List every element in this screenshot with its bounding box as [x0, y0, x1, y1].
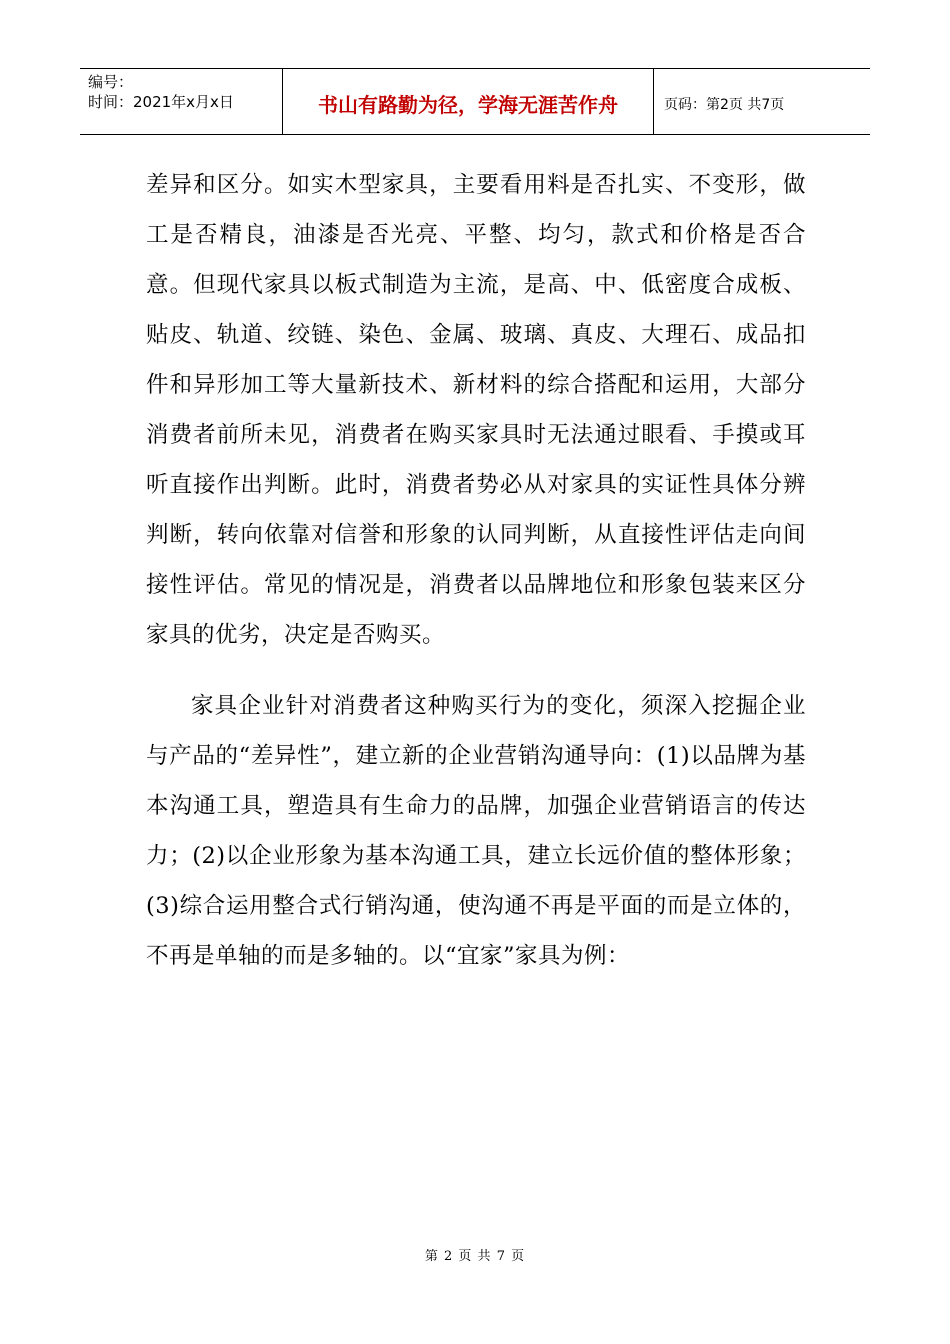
body-paragraph-1: 差异和区分。如实木型家具，主要看用料是否扎实、不变形，做工是否精良，油漆是否光亮、平整、均匀，款式和价格是否合意。但现代家具以板式制造为主流，是高、中、低密度合成板、贴皮、轨道、绞链、染色、金属、玻璃、真皮、大理石、成品扣件和异形加工等大量新技术、新材料的综合搭配和运用，大部分消费者前所未见，消费者在购买家具时无法通过眼看、手摸或耳听直接作出判断。此时，消费者势必从对家具的实证性具体分辨判断，转向依靠对信誉和形象的认同判断，从直接性评估走向间接性评估。常见的情况是，消费者以品牌地位和形象包装来区分家具的优劣，决定是否购买。: [146, 172, 806, 648]
document-body: [146, 160, 806, 981]
document-time-label: 时间：2021年x月x日: [88, 93, 234, 111]
header-motto: 书山有路勤为径，学海无涯苦作舟: [282, 69, 654, 134]
page-footer: 第 2 页 共 7 页: [424, 1249, 526, 1264]
document-number-label: 编号：: [88, 73, 134, 91]
header-meta: [80, 69, 282, 134]
page-header: [80, 68, 870, 135]
body-paragraph-2: 家具企业针对消费者这种购买行为的变化，须深入挖掘企业与产品的“差异性”，建立新的企业营销沟通导向：(1)以品牌为基本沟通工具，塑造具有生命力的品牌，加强企业营销语言的传达力；(2)以企业形象为基本沟通工具，建立长远价值的整体形象；(3)综合运用整合式行销沟通，使沟通不再是平面的而是立体的，不再是单轴的而是多轴的。以“宜家”家具为例：: [146, 693, 806, 969]
header-page-info: 页码：第2页 共7页: [664, 96, 785, 113]
